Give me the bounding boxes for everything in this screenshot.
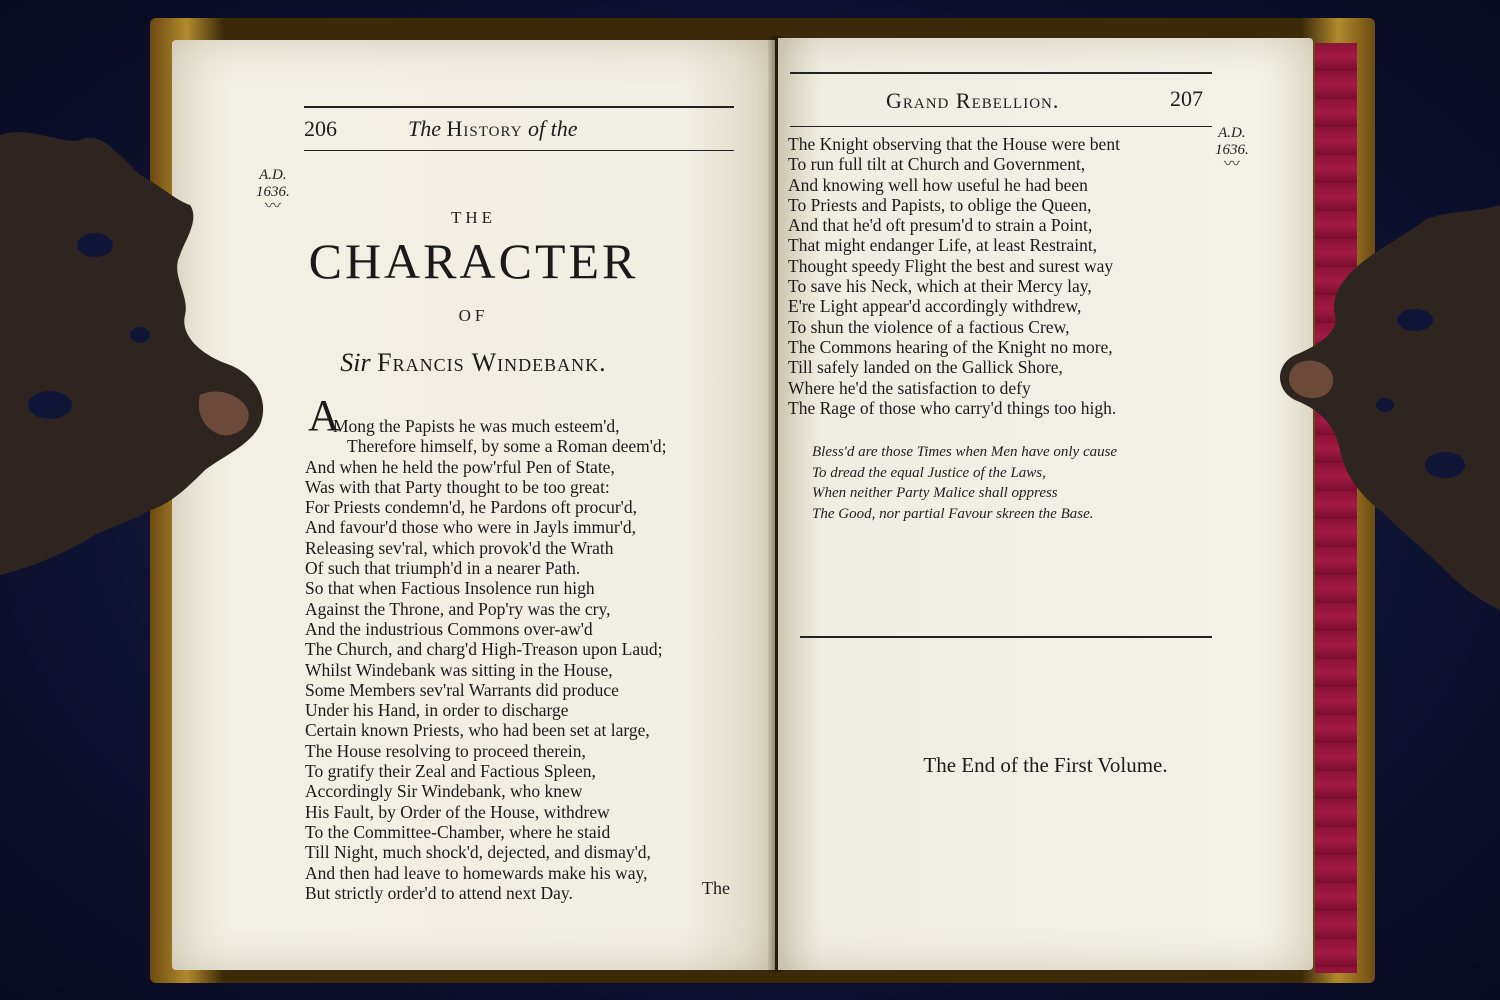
running-head-left — [408, 116, 577, 142]
verse-line: Where he'd the satisfaction to defy — [788, 377, 1031, 398]
verse-line: And that he'd oft presum'd to strain a Point, — [788, 215, 1093, 236]
verse-line: Certain known Priests, who had been set at large, — [305, 720, 650, 741]
verse-line: To Priests and Papists, to oblige the Queen, — [788, 194, 1092, 215]
verse-line: His Fault, by Order of the House, withdrew — [305, 801, 610, 822]
catchword: The — [702, 878, 730, 898]
verse-line: Some Members sev'ral Warrants did produce — [305, 679, 619, 700]
verse-line: Thought speedy Flight the best and surest way — [788, 255, 1114, 276]
verse-line: And when he held the pow'rful Pen of State, — [305, 456, 615, 477]
right-verse-block — [788, 134, 1120, 418]
verse-line: For Priests condemn'd, he Pardons oft procur'd, — [305, 497, 637, 518]
header-rule-top-right — [790, 72, 1212, 74]
end-of-volume-text: The End of the First Volume. — [923, 753, 1168, 777]
verse-line: To shun the violence of a factious Crew, — [788, 316, 1070, 337]
verse-line: The Commons hearing of the Knight no more, — [788, 336, 1113, 357]
verse-line: Accordingly Sir Windebank, who knew — [305, 781, 583, 802]
verse-line: Mong the Papists he was much esteem'd, — [333, 416, 620, 436]
moral-line: Bless'd are those Times when Men have only cause — [812, 444, 1118, 460]
verse-line: Therefore himself, by some a Roman deem'd; — [347, 436, 667, 457]
page-number-right: 207 — [1170, 86, 1203, 111]
verse-line: The Knight observing that the House were bent — [788, 134, 1120, 154]
verse-line: Whilst Windebank was sitting in the House, — [305, 659, 613, 680]
drop-cap: A — [308, 391, 340, 440]
moral-couplet-block — [812, 442, 1117, 524]
verse-line: E're Light appear'd accordingly withdrew, — [788, 296, 1082, 317]
header-rule-bottom — [304, 150, 734, 151]
title-of: OF — [458, 306, 489, 325]
verse-line: And the industrious Commons over-aw'd — [305, 618, 593, 639]
margin-note-line1: A.D. — [259, 167, 287, 183]
title-francis-windebank: Francis Windebank. — [377, 348, 607, 377]
verse-line: Against the Throne, and Pop'ry was the cry, — [305, 598, 611, 619]
verse-line: Was with that Party thought to be too great: — [305, 476, 610, 497]
margin-note-year-right — [1215, 125, 1249, 171]
verse-line: So that when Factious Insolence run high — [305, 578, 595, 599]
verse-line: To save his Neck, which at their Mercy lay, — [788, 276, 1092, 297]
moral-line: When neither Party Malice shall oppress — [812, 485, 1058, 501]
verse-line: To the Committee-Chamber, where he staid — [305, 821, 611, 842]
verse-line: The House resolving to proceed therein, — [305, 740, 586, 761]
header-rule-bottom-right — [790, 126, 1212, 127]
right-clasp-weight — [1275, 205, 1500, 610]
title-the: THE — [450, 208, 497, 227]
verse-line: Till safely landed on the Gallick Shore, — [788, 357, 1063, 378]
title-sir: Sir — [340, 348, 371, 377]
margin-note-line2: 1636. — [1215, 142, 1249, 158]
left-clasp-weight — [0, 125, 270, 585]
verse-line: Of such that triumph'd in a nearer Path. — [305, 558, 581, 579]
verse-line: And favour'd those who were in Jayls immur'd, — [305, 517, 636, 538]
running-head-prefix: The — [408, 116, 447, 141]
verse-line: Under his Hand, in order to discharge — [305, 700, 569, 721]
verse-line: That might endanger Life, at least Restraint, — [788, 235, 1098, 256]
verse-line: Releasing sev'ral, which provok'd the Wrath — [305, 537, 614, 558]
margin-note-line2: 1636. — [256, 184, 290, 200]
squiggle-ornament: 〰 — [1223, 156, 1240, 173]
right-page — [778, 38, 1313, 970]
margin-note-line1: A.D. — [1218, 125, 1246, 141]
open-book — [150, 18, 1375, 983]
page-number-left: 206 — [304, 116, 337, 141]
running-head-small-caps: History — [446, 116, 523, 141]
verse-line: The Church, and charg'd High-Treason upon Laud; — [305, 639, 663, 660]
running-head-right: Grand Rebellion. — [886, 88, 1060, 113]
verse-line: Till Night, much shock'd, dejected, and dismay'd, — [305, 842, 651, 863]
verse-line: To gratify their Zeal and Factious Spleen, — [305, 761, 596, 782]
verse-line: And knowing well how useful he had been — [788, 174, 1088, 195]
header-rule-top — [304, 106, 734, 108]
title-character: CHARACTER — [308, 233, 639, 289]
verse-line: The Rage of those who carry'd things too high. — [788, 397, 1117, 418]
verse-line: To run full tilt at Church and Government, — [788, 154, 1086, 175]
verse-line: And then had leave to homewards make his way, — [305, 862, 648, 883]
running-head-suffix: of the — [522, 116, 578, 141]
moral-line: The Good, nor partial Favour skreen the Base. — [812, 505, 1094, 522]
squiggle-ornament: 〰 — [264, 198, 281, 215]
left-verse-block — [305, 416, 667, 903]
moral-line: To dread the equal Justice of the Laws, — [812, 464, 1046, 481]
verse-line: But strictly order'd to attend next Day. — [305, 882, 573, 903]
end-rule — [800, 636, 1212, 638]
